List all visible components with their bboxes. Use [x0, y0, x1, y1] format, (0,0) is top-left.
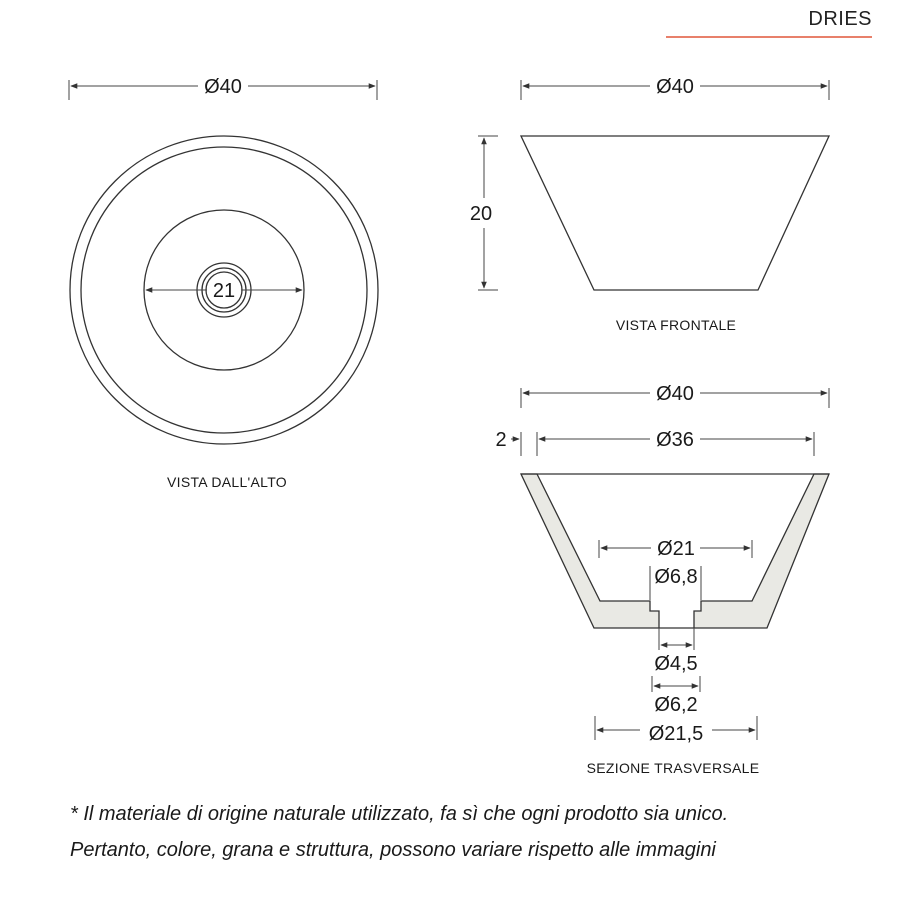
section-drain-outer-label: Ø6,8	[654, 566, 698, 588]
front-diameter-label: Ø40	[656, 76, 694, 98]
top-view	[69, 76, 378, 490]
section-bottom-diameter-label: Ø21	[657, 538, 695, 560]
top-outer-diameter-label: Ø40	[204, 76, 242, 98]
section-outer-diameter-label: Ø40	[656, 383, 694, 405]
front-view-caption: VISTA FRONTALE	[615, 317, 737, 333]
section-base-diameter-label: Ø21,5	[648, 723, 704, 745]
top-view-caption: VISTA DALL'ALTO	[167, 474, 287, 490]
front-height-label: 20	[469, 203, 493, 225]
section-inner-diameter-label: Ø36	[656, 429, 694, 451]
section-drain-inner-label: Ø4,5	[654, 653, 698, 675]
section-drain-mid-label: Ø6,2	[654, 694, 698, 716]
front-view	[470, 76, 829, 333]
brand-name: DRIES	[808, 8, 872, 30]
section-view-caption: SEZIONE TRASVERSALE	[586, 760, 760, 776]
section-view	[495, 383, 829, 776]
front-basin-outline	[521, 136, 829, 290]
disclaimer-line-2: Pertanto, colore, grana e struttura, possono variare rispetto alle immagini	[70, 839, 716, 861]
section-wall-thickness-label: 2	[495, 429, 507, 451]
top-inner-dimension-label: 21	[212, 280, 236, 302]
disclaimer-line-1: * Il materiale di origine naturale utilizzato, fa sì che ogni prodotto sia unico.	[70, 803, 729, 825]
